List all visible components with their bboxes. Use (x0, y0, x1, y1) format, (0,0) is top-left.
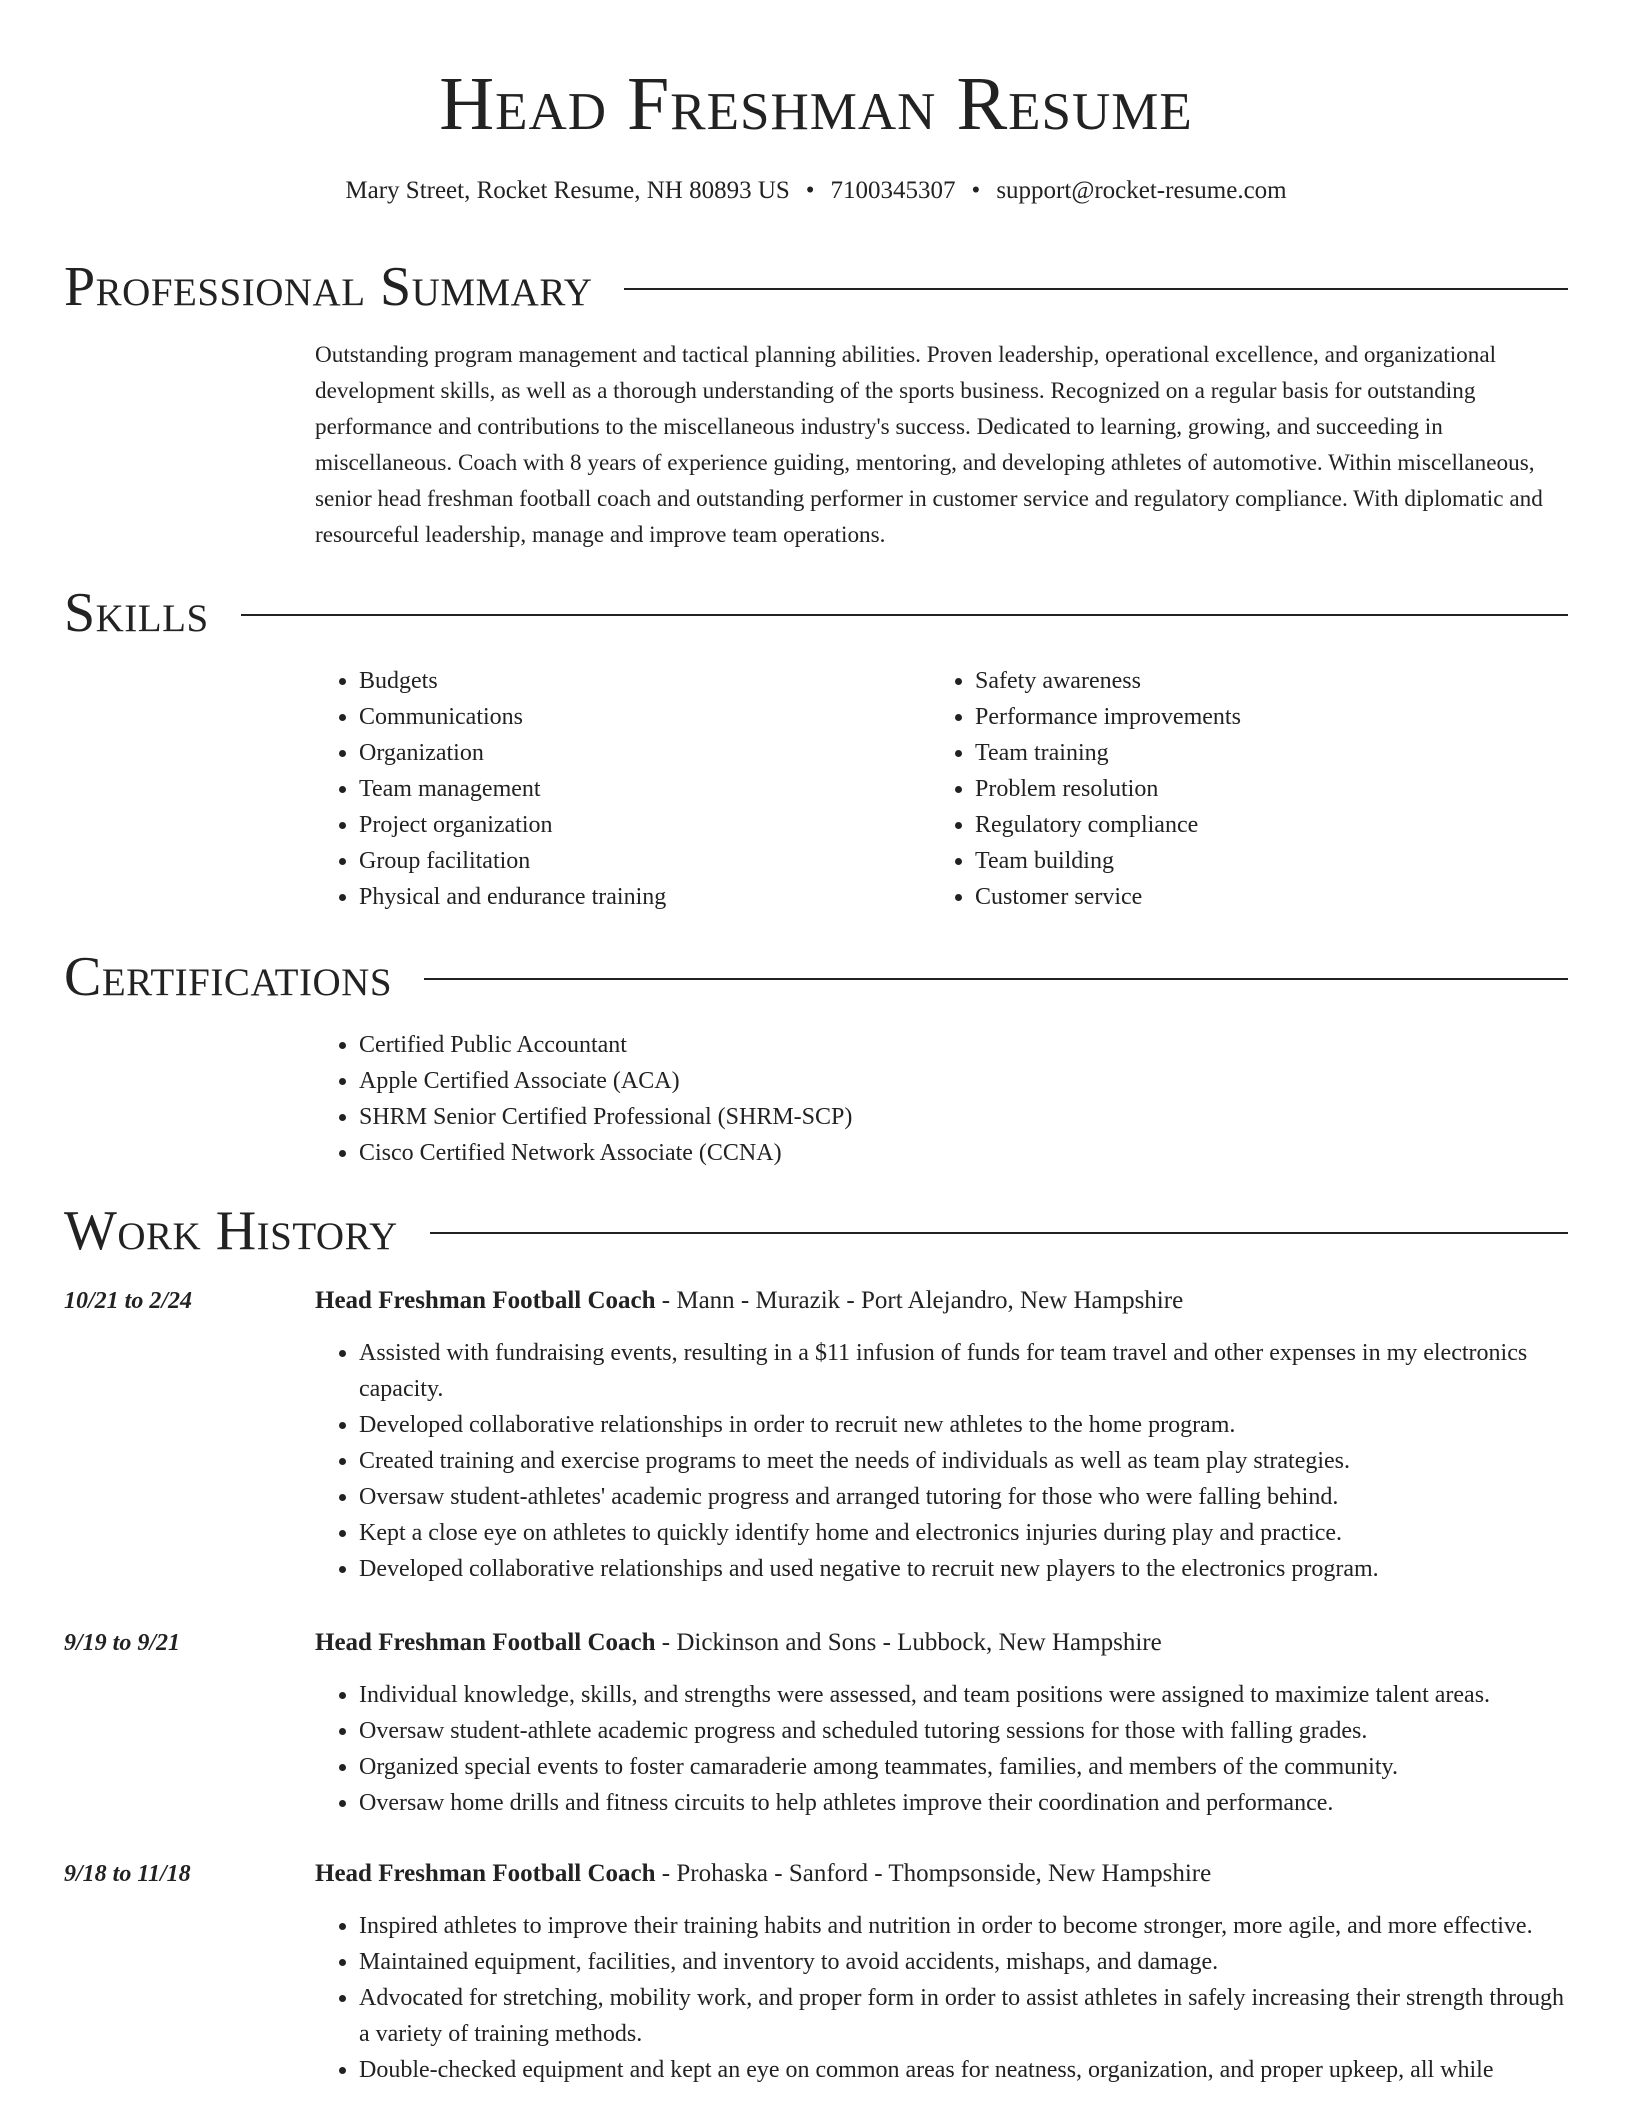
job-duties (315, 1908, 1570, 2088)
section-title: Skills (64, 582, 209, 644)
skill-item: • Group facilitation (359, 843, 875, 879)
email-link[interactable]: support@rocket-resume.com (996, 177, 1287, 204)
separator-dot: • (805, 177, 815, 204)
duty-item: • Double-checked equipment and kept an eye on common areas for neatness, organization, and proper upkeep, all while (359, 2052, 1570, 2088)
job-title: Head Freshman Football Coach (315, 1629, 656, 1656)
section-divider (241, 614, 1568, 616)
job-employer: - Dickinson and Sons - Lubbock, New Hampshire (655, 1629, 1162, 1656)
duty-item: • Developed collaborative relationships in order to recruit new athletes to the home program. (359, 1407, 1570, 1443)
job-duties (315, 1677, 1570, 1821)
duty-item: • Developed collaborative relationships and used negative to recruit new players to the electronics program. (359, 1551, 1570, 1587)
skill-item: • Regulatory compliance (975, 807, 1531, 843)
skill-item: • Team building (975, 843, 1531, 879)
certifications-list (315, 1027, 1215, 1171)
duty-item: • Oversaw student-athlete academic progress and scheduled tutoring sessions for those with falling grades. (359, 1713, 1570, 1749)
certification-item: • Apple Certified Associate (ACA) (359, 1063, 1215, 1099)
phone: 7100345307 (830, 177, 956, 204)
section-heading-work-history (64, 1198, 1568, 1264)
duty-item: • Created training and exercise programs to meet the needs of individuals as well as team play strategies. (359, 1443, 1570, 1479)
skill-item: • Team training (975, 735, 1531, 771)
job-title-line (315, 1625, 1162, 1661)
job-dates: 9/18 to 11/18 (64, 1861, 191, 1887)
skill-item: • Physical and endurance training (359, 879, 875, 915)
section-heading-skills (64, 580, 1568, 646)
duty-item: • Individual knowledge, skills, and strengths were assessed, and team positions were assigned to maximize talent areas. (359, 1677, 1570, 1713)
skill-item: • Performance improvements (975, 699, 1531, 735)
job-title-line (315, 1283, 1183, 1319)
summary-text: Outstanding program management and tactical planning abilities. Proven leadership, operational excellence, and organizational development skills, as well as a thorough understanding of the sports business. Recognized on a regular basis for outstanding performance and contributions to the miscellaneous industry's success. Dedicated to learning, growing, and succeeding in miscellaneous. Coach with 8 years of experience guiding, mentoring, and developing athletes of automotive. Within miscellaneous, senior head freshman football coach and outstanding performer in customer service and regulatory compliance. With diplomatic and resourceful leadership, manage and improve team operations. (315, 342, 1543, 548)
section-heading-summary (64, 254, 1568, 320)
certification-item: • Certified Public Accountant (359, 1027, 1215, 1063)
skills-column-right (931, 663, 1531, 915)
skills-column-left (315, 663, 875, 915)
skill-item: • Communications (359, 699, 875, 735)
section-title: Certifications (64, 946, 393, 1008)
contact-line (0, 174, 1632, 208)
skill-item: • Budgets (359, 663, 875, 699)
job-dates: 9/19 to 9/21 (64, 1630, 181, 1656)
job-employer: - Prohaska - Sanford - Thompsonside, New Hampshire (655, 1860, 1212, 1887)
separator-dot: • (971, 177, 981, 204)
skill-item: • Customer service (975, 879, 1531, 915)
duty-item: • Kept a close eye on athletes to quickly identify home and electronics injuries during play and practice. (359, 1515, 1570, 1551)
skill-item: • Problem resolution (975, 771, 1531, 807)
section-title: Professional Summary (64, 256, 593, 318)
certification-item: • Cisco Certified Network Associate (CCNA) (359, 1135, 1215, 1171)
duty-item: • Assisted with fundraising events, resulting in a $11 infusion of funds for team travel and other expenses in my electronics capacity. (359, 1335, 1570, 1407)
skill-item: • Organization (359, 735, 875, 771)
section-divider (430, 1232, 1568, 1234)
duty-item: • Advocated for stretching, mobility work, and proper form in order to assist athletes in safely increasing their strength through a variety of training methods. (359, 1980, 1570, 2052)
skill-item: • Project organization (359, 807, 875, 843)
section-divider (624, 288, 1568, 290)
duty-item: • Oversaw home drills and fitness circuits to help athletes improve their coordination and performance. (359, 1785, 1570, 1821)
skill-item: • Safety awareness (975, 663, 1531, 699)
duty-item: • Inspired athletes to improve their training habits and nutrition in order to become stronger, more agile, and more effective. (359, 1908, 1570, 1944)
job-title: Head Freshman Football Coach (315, 1287, 656, 1314)
duty-item: • Maintained equipment, facilities, and inventory to avoid accidents, mishaps, and damage. (359, 1944, 1570, 1980)
job-employer: - Mann - Murazik - Port Alejandro, New Hampshire (655, 1287, 1184, 1314)
job-duties (315, 1335, 1570, 1587)
certification-item: • SHRM Senior Certified Professional (SHRM-SCP) (359, 1099, 1215, 1135)
section-divider (424, 978, 1568, 980)
job-dates: 10/21 to 2/24 (64, 1288, 193, 1314)
job-title-line (315, 1856, 1211, 1892)
address: Mary Street, Rocket Resume, NH 80893 US (345, 177, 790, 204)
job-title: Head Freshman Football Coach (315, 1860, 656, 1887)
duty-item: • Organized special events to foster camaraderie among teammates, families, and members of the community. (359, 1749, 1570, 1785)
resume-title: Head Freshman Resume (439, 62, 1193, 146)
skill-item: • Team management (359, 771, 875, 807)
duty-item: • Oversaw student-athletes' academic progress and arranged tutoring for those who were falling behind. (359, 1479, 1570, 1515)
section-title: Work History (64, 1200, 398, 1262)
section-heading-certifications (64, 944, 1568, 1010)
